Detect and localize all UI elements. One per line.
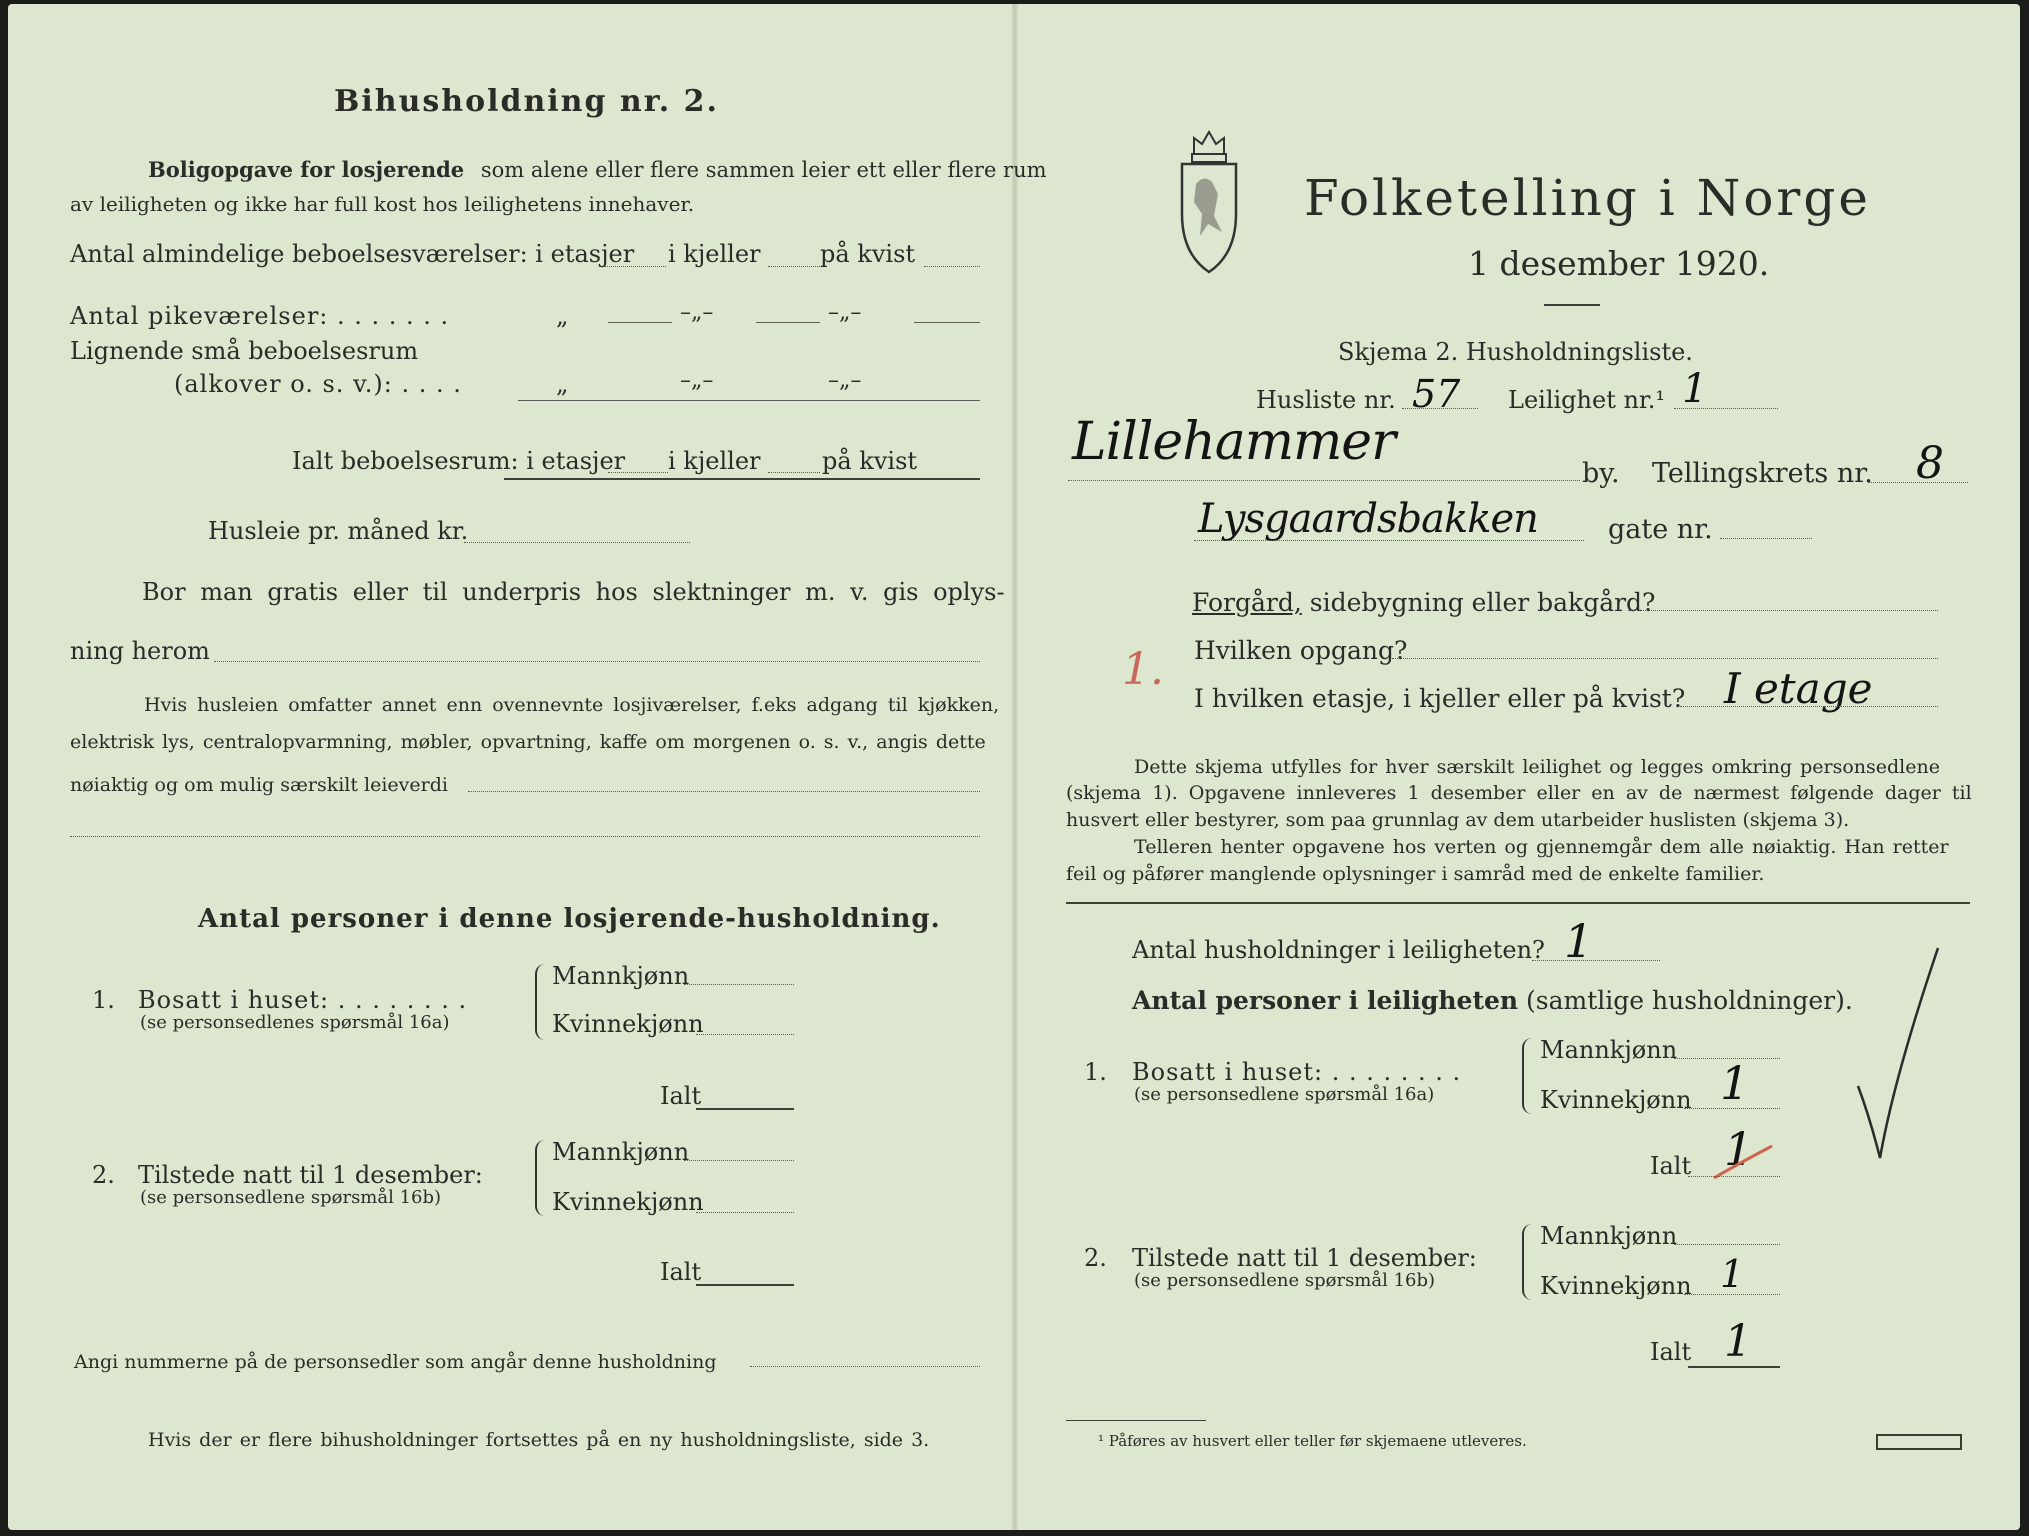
right-q2-mann-field[interactable] [1674,1244,1780,1245]
opgang-label: Hvilken opgang? [1194,636,1408,665]
right-q2-kvinne: Kvinnekjønn [1540,1272,1692,1300]
info-line-4: Telleren henter opgavene hos verten og gjennemgår dem alle nøiaktig. Han retter [1134,836,1949,858]
left-q2-ialt-field[interactable] [696,1284,794,1286]
right-title: Folketelling i Norge [1304,169,1871,227]
info-line-2: (skjema 1). Opgavene innleveres 1 desember eller en av de nærmest følgende dager til [1066,782,1972,804]
husliste-value: 57 [1412,372,1461,416]
left-persons-heading: Antal personer i denne losjerende-husholdning. [198,904,941,934]
info-line-3: husvert eller bestyrer, som paa grunnlag av dem utarbeider huslisten (skjema 3). [1066,809,1850,831]
dash-1: –„– [680,300,714,325]
husleie-field[interactable] [464,542,690,543]
right-q2-kvinne-field[interactable] [1684,1294,1780,1295]
by-field[interactable] [1068,480,1580,481]
right-q2-num: 2. [1084,1244,1107,1272]
i-kjeller-label: i kjeller [668,240,761,268]
right-q1-mann: Mannkjønn [1540,1036,1678,1064]
lignende-field[interactable] [518,400,980,401]
census-form-sheet [8,4,2020,1530]
husliste-field[interactable] [1402,408,1478,409]
hvis-line-2: elektrisk lys, centralopvarmning, møbler, opvartning, kaffe om morgenen o. s. v., angis dette [70,731,986,753]
antal-pers-row [1132,986,1853,1015]
antal-pers-rest: (samtlige husholdninger). [1526,986,1853,1015]
leilighet-label: Leilighet nr.¹ [1508,386,1666,414]
right-q1-num: 1. [1084,1058,1107,1086]
by-label: by. [1582,458,1620,489]
ialt-rooms-label: Ialt beboelsesrum: i etasjer [292,447,626,475]
krets-value: 8 [1916,438,1944,489]
red-check-icon [1708,1138,1778,1188]
left-q1-label: Bosatt i huset: . . . . . . . . [138,986,468,1014]
right-q2-ialt-value: 1 [1724,1316,1752,1367]
left-q2-brace [535,1140,549,1216]
left-q1-mann: Mannkjønn [552,962,690,990]
info-divider [1066,902,1970,904]
opgang-field[interactable] [1392,658,1938,659]
angi-label: Angi nummerne på de personsedler som angår denne husholdning [74,1351,717,1373]
antal-hush-label: Antal husholdninger i leiligheten? [1132,936,1545,964]
left-footer: Hvis der er flere bihusholdninger fortsettes på en ny husholdningsliste, side 3. [148,1429,930,1451]
lignende-label-1: Lignende små beboelsesrum [70,337,419,365]
gate-nr-field[interactable] [1720,538,1812,539]
left-q2-mann: Mannkjønn [552,1138,690,1166]
forgard-rest: sidebygning eller bakgård? [1309,588,1656,617]
right-q1-kvinne-field[interactable] [1684,1108,1780,1109]
left-q1-brace [535,964,549,1040]
right-q1-brace [1522,1038,1536,1114]
dash-3: –„– [680,368,714,393]
title-divider [1544,304,1600,306]
kjeller-field[interactable] [768,266,820,267]
gate-value: Lysgaardsbakken [1198,496,1538,542]
antal-rooms-label: Antal almindelige beboelsesværelser: i etasjer [70,240,635,268]
left-q2-mann-field[interactable] [684,1160,794,1161]
skjema-label: Skjema 2. Husholdningsliste. [1338,338,1693,366]
right-q1-kvinne-value: 1 [1720,1056,1750,1110]
pike-etasje-field[interactable] [608,322,672,323]
etasje-field[interactable] [1680,706,1938,707]
etasje-label: I hvilken etasje, i kjeller eller på kvist? [1194,684,1686,713]
bor-line-1: Bor man gratis eller til underpris hos slektninger m. v. gis oplys- [142,578,1005,606]
census-date: 1 desember 1920. [1468,244,1770,283]
ialt-kjeller-field[interactable] [768,472,820,473]
left-q2-kvinne-field[interactable] [696,1212,794,1213]
antal-hush-value: 1 [1564,914,1594,968]
left-q2-sub: (se personsedlene spørsmål 16b) [140,1187,442,1208]
left-q2-ialt: Ialt [660,1258,702,1286]
forgard-selected[interactable]: Forgård, [1192,588,1302,617]
left-q1-kvinne: Kvinnekjønn [552,1010,704,1038]
kvist-field[interactable] [924,266,980,267]
page-fold [1012,4,1018,1530]
leilighet-value: 1 [1682,366,1708,412]
intro-bold: Boligopgave for losjerende [148,157,465,182]
left-q1-sub: (se personsedlenes spørsmål 16a) [140,1012,450,1033]
right-q2-ialt: Ialt [1650,1338,1692,1366]
left-q2-kvinne: Kvinnekjønn [552,1188,704,1216]
ialt-etasjer-field[interactable] [608,472,668,473]
tally-check-icon [1854,938,1944,1178]
right-q1-kvinne: Kvinnekjønn [1540,1086,1692,1114]
husleie-label: Husleie pr. måned kr. [208,517,469,545]
footnote-rule [1066,1420,1206,1421]
right-q2-ialt-field[interactable] [1688,1366,1780,1368]
antal-pers-bold: Antal personer i leiligheten [1132,986,1519,1015]
forgard-row [1192,588,1655,617]
left-q2-num: 2. [92,1161,115,1189]
leilighet-field[interactable] [1674,408,1778,409]
ialt-kvist-label: på kvist [822,447,918,475]
intro-line-1 [148,157,1047,182]
gate-field[interactable] [1194,540,1584,541]
left-title: Bihusholdning nr. 2. [334,84,719,119]
left-q1-ialt: Ialt [660,1082,702,1110]
leieverdi-field-2[interactable] [70,836,980,837]
pike-label: Antal pikeværelser: . . . . . . . [70,302,450,330]
dash-2: –„– [828,300,862,325]
pike-kvist-field[interactable] [914,322,980,323]
lignende-label-2: (alkover o. s. v.): . . . . [174,370,462,398]
etasjer-field[interactable] [604,266,666,267]
right-q1-ialt-field[interactable] [1688,1176,1780,1177]
ditto-mark: „ [556,302,569,330]
info-line-1: Dette skjema utfylles for hver særskilt leilighet og legges omkring personsedlene [1134,756,1940,778]
right-q2-kvinne-value: 1 [1720,1252,1745,1296]
etasje-value: I etage [1724,664,1873,713]
printer-stamp [1876,1434,1962,1450]
hvis-line-1: Hvis husleien omfatter annet enn ovennevnte losjiværelser, f.eks adgang til kjøkken, [144,694,1000,716]
forgard-field[interactable] [1628,610,1938,611]
footnote: ¹ Påføres av husvert eller teller før skjemaene utleveres. [1098,1432,1527,1450]
left-q1-mann-field[interactable] [684,984,794,985]
margin-red-mark: 1. [1122,644,1164,695]
gate-label: gate nr. [1608,514,1713,545]
right-q2-mann: Mannkjønn [1540,1222,1678,1250]
left-q1-kvinne-field[interactable] [696,1034,794,1035]
left-q1-ialt-field[interactable] [696,1108,794,1110]
leieverdi-field[interactable] [468,791,980,792]
pike-kjeller-field[interactable] [756,322,820,323]
left-q1-num: 1. [92,986,115,1014]
right-q2-sub: (se personsedlene spørsmål 16b) [1134,1270,1436,1291]
coat-of-arms-icon [1174,124,1244,276]
ialt-kjeller-label: i kjeller [668,447,761,475]
right-q2-label: Tilstede natt til 1 desember: [1132,1244,1477,1272]
pa-kvist-label: på kvist [820,240,916,268]
krets-field[interactable] [1868,482,1968,483]
by-value: Lillehammer [1072,412,1395,472]
left-q2-label: Tilstede natt til 1 desember: [138,1161,483,1189]
antal-hush-field[interactable] [1532,960,1660,961]
hvis-line-3: nøiaktig og om mulig særskilt leieverdi [70,774,448,796]
right-q1-ialt-value: 1 [1724,1122,1754,1176]
right-q1-sub: (se personsedlene spørsmål 16a) [1134,1084,1435,1105]
angi-field[interactable] [750,1366,980,1367]
bor-line-2: ning herom [70,637,210,665]
krets-label: Tellingskrets nr. [1652,458,1873,489]
right-q1-ialt: Ialt [1650,1152,1692,1180]
ialt-underline [504,478,980,480]
intro-line-2: av leiligheten og ikke har full kost hos leilighetens innehaver. [70,192,695,216]
right-q2-brace [1522,1224,1536,1300]
right-q1-label: Bosatt i huset: . . . . . . . . [1132,1058,1462,1086]
husliste-label: Husliste nr. [1256,386,1396,414]
dash-4: –„– [828,368,862,393]
intro-rest: som alene eller flere sammen leier ett eller flere rum [480,158,1047,182]
bor-field[interactable] [214,661,980,662]
ditto-mark-2: „ [556,370,569,398]
info-line-5: feil og påfører manglende oplysninger i samråd med de enkelte familier. [1066,863,1765,885]
